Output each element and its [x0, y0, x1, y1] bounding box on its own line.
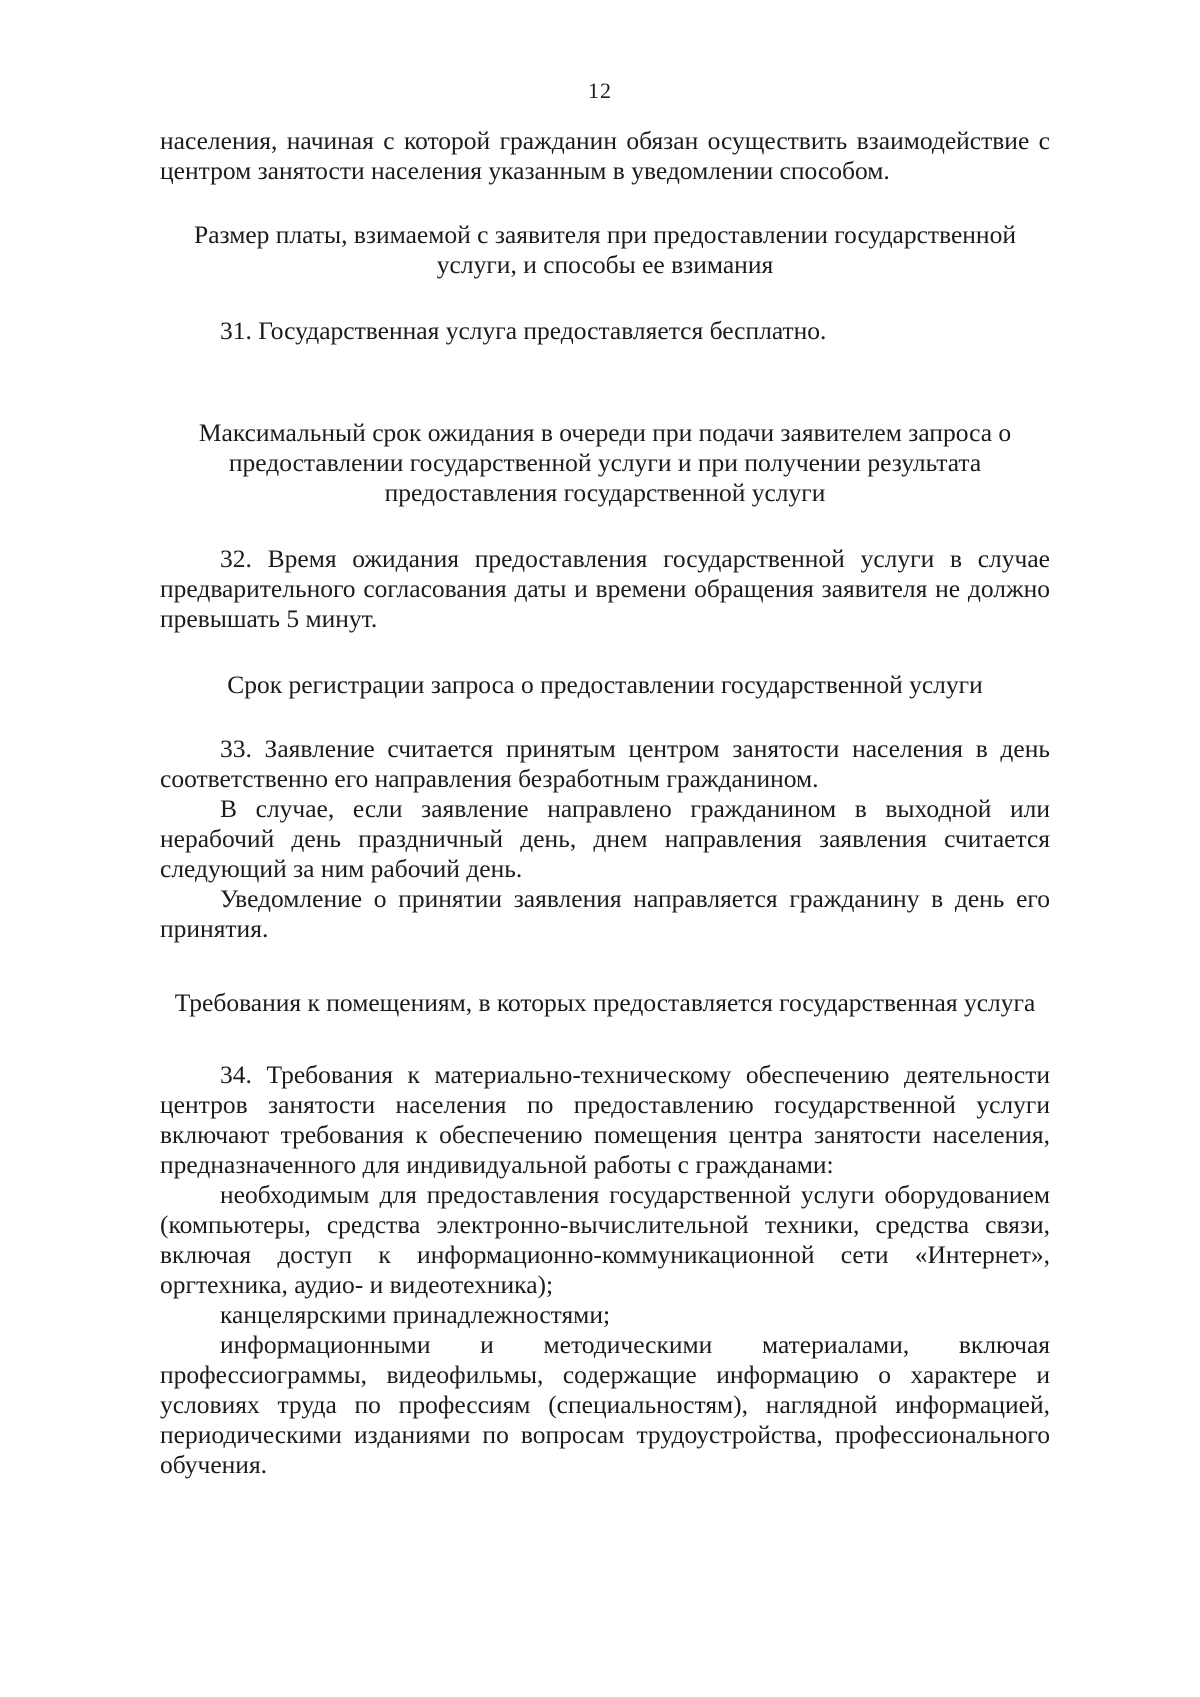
section-heading-fee: Размер платы, взимаемой с заявителя при предоставлении государственной услуги, и способы ее взимания	[194, 220, 1016, 279]
paragraph-33: 33. Заявление считается принятым центром занятости населения в день соответственно его направления безработным гражданином.	[160, 734, 1050, 793]
continuation-paragraph: населения, начиная с которой гражданин обязан осуществить взаимодействие с центром занятости населения указанным в уведомлении способом.	[160, 126, 1050, 185]
page-number: 12	[588, 78, 612, 103]
section-heading-premises: Требования к помещениям, в которых предоставляется государственная услуга	[174, 988, 1036, 1017]
section-heading-waiting-time: Максимальный срок ожидания в очереди при подачи заявителем запроса о предоставлении государственной услуги и при получении результата предоставления государственной услуги	[198, 418, 1012, 507]
list-item-stationery: канцелярскими принадлежностями;	[220, 1300, 611, 1329]
paragraph-34: 34. Требования к материально-техническому обеспечению деятельности центров занятости населения по предоставлению государственной услуги включают требования к обеспечению помещения центра занятости населения, предназначенного для индивидуальной работы с гражданами:	[160, 1060, 1050, 1179]
paragraph-33-notice: Уведомление о принятии заявления направляется гражданину в день его принятия.	[160, 884, 1050, 943]
document-body	[160, 126, 1050, 1480]
paragraph-32: 32. Время ожидания предоставления государственной услуги в случае предварительного согласования даты и времени обращения заявителя не должно превышать 5 минут.	[160, 544, 1050, 633]
list-item-materials: информационными и методическими материалами, включая профессиограммы, видеофильмы, содержащие информацию о характере и условиях труда по профессиям (специальностям), наглядной информацией, периодическими изданиями по вопросам трудоустройства, профессионального обучения.	[160, 1330, 1050, 1479]
paragraph-33-weekend: В случае, если заявление направлено гражданином в выходной или нерабочий день праздничный день, днем направления заявления считается следующий за ним рабочий день.	[160, 794, 1050, 883]
list-item-equipment: необходимым для предоставления государственной услуги оборудованием (компьютеры, средства электронно-вычислительной техники, средства связи, включая доступ к информационно-коммуникационной сети «Интернет», оргтехника, аудио- и видеотехника);	[160, 1180, 1050, 1299]
section-heading-registration: Срок регистрации запроса о предоставлении государственной услуги	[227, 670, 983, 699]
paragraph-31: 31. Государственная услуга предоставляется бесплатно.	[220, 316, 827, 345]
